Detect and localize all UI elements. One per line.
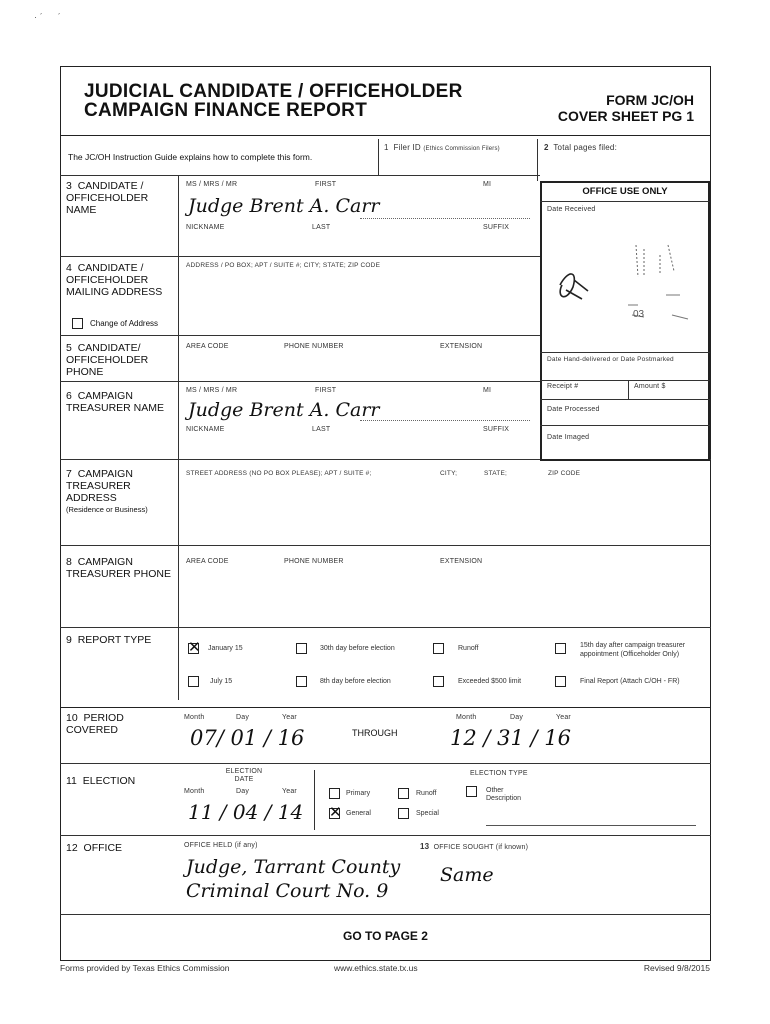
total-pages-label: Total pages filed:	[553, 143, 617, 152]
election-type-option: Primary	[346, 790, 371, 797]
election-date-value[interactable]: 11 / 04 / 14	[188, 800, 304, 824]
election-runoff-checkbox[interactable]	[398, 788, 409, 799]
section-4-label: 4 CANDIDATE / OFFICEHOLDER MAILING ADDRESS	[66, 262, 163, 298]
s8-phone-label: PHONE NUMBER	[284, 558, 344, 565]
section-13-number: 13	[420, 842, 430, 851]
total-pages-number: 2	[544, 143, 549, 152]
treasurer-name-value[interactable]: Judge Brent A. Carr	[188, 399, 380, 421]
s6-mi-label: MI	[483, 387, 492, 394]
s3-last-label: LAST	[312, 224, 331, 231]
report-type-option-label: January 15	[208, 645, 243, 652]
election-type-option: Special	[416, 810, 439, 817]
s6-first-label: FIRST	[315, 387, 337, 394]
report-type-july15-checkbox[interactable]	[188, 676, 199, 687]
office-held-line2[interactable]: Criminal Court No. 9	[186, 880, 389, 902]
election-other-checkbox[interactable]	[466, 786, 477, 797]
s7-sub-label: (Residence or Business)	[66, 505, 148, 514]
s7-city-label: CITY;	[440, 470, 458, 477]
receipt-label: Receipt #	[547, 383, 579, 390]
s10-year-label: Year	[282, 714, 297, 721]
mailing-address-field[interactable]	[186, 274, 531, 329]
treasurer-phone-field[interactable]	[186, 570, 701, 620]
election-type-label: ELECTION TYPE	[470, 770, 528, 777]
s3-suffix-label: SUFFIX	[483, 224, 510, 231]
s3-ms-label: MS / MRS / MR	[186, 181, 238, 188]
election-date-label: ELECTION DATE	[225, 768, 263, 783]
filer-id-note: (Ethics Commission Filers)	[423, 146, 500, 152]
footer-revised: Revised 9/8/2015	[643, 963, 710, 973]
s6-suffix-label: SUFFIX	[483, 426, 510, 433]
date-imaged-label: Date Imaged	[547, 434, 590, 441]
s3-nickname-label: NICKNAME	[186, 224, 225, 231]
go-to-page-2: GO TO PAGE 2	[343, 929, 428, 943]
s10-month-label: Month	[184, 714, 205, 721]
instruction-text: The JC/OH Instruction Guide explains how to complete this form.	[68, 152, 313, 162]
s7-state-label: STATE;	[484, 470, 507, 477]
s6-ms-label: MS / MRS / MR	[186, 387, 238, 394]
election-general-checkbox[interactable]	[329, 808, 340, 819]
s11-month-label: Month	[184, 788, 205, 795]
date-received-label: Date Received	[547, 206, 596, 213]
report-type-option-label: 15th day after campaign treasurer appointment (Officeholder Only)	[580, 642, 686, 658]
section-11-label: 11 ELECTION	[66, 775, 136, 787]
change-of-address-label: Change of Address	[90, 319, 159, 328]
election-type-option: Runoff	[416, 790, 437, 797]
period-from-value[interactable]: 07/ 01 / 16	[190, 726, 305, 750]
section-9-label: 9 REPORT TYPE	[66, 634, 152, 646]
s7-fields-label: STREET ADDRESS (NO PO BOX PLEASE); APT / SUITE #;	[186, 470, 372, 477]
date-processed-label: Date Processed	[547, 406, 600, 413]
s10-year2-label: Year	[556, 714, 571, 721]
election-special-checkbox[interactable]	[398, 808, 409, 819]
section-8-label: 8 CAMPAIGN TREASURER PHONE	[66, 556, 172, 580]
report-type-january15-checkbox[interactable]	[188, 643, 199, 654]
office-sought-value[interactable]: Same	[440, 864, 494, 886]
s5-area-label: AREA CODE	[186, 343, 229, 350]
treasurer-address-field[interactable]	[186, 482, 701, 537]
s4-fields-label: ADDRESS / PO BOX; APT / SUITE #; CITY; STATE; ZIP CODE	[186, 262, 381, 269]
filer-id-field[interactable]	[384, 156, 534, 170]
office-sought-note: (if known)	[495, 844, 529, 851]
election-type-option: Other Description	[486, 787, 522, 802]
form-id: FORM JC/OH	[606, 92, 694, 108]
period-to-value[interactable]: 12 / 31 / 16	[450, 726, 572, 750]
report-type-option-label: Final Report (Attach C/OH - FR)	[580, 678, 680, 685]
filer-id-label: Filer ID	[393, 143, 421, 152]
report-type-option-label: 8th day before election	[320, 678, 391, 685]
s11-year-label: Year	[282, 788, 297, 795]
form-title-line2: CAMPAIGN FINANCE REPORT	[84, 100, 368, 121]
election-type-option: General	[346, 810, 371, 817]
date-hand-delivered-label: Date Hand-delivered or Date Postmarked	[547, 356, 674, 363]
received-stamp-marks	[548, 225, 708, 350]
s7-zip-label: ZIP CODE	[548, 470, 581, 477]
report-type-option-label: July 15	[210, 678, 233, 685]
section-3-label: 3 CANDIDATE / OFFICEHOLDER NAME	[66, 180, 149, 216]
report-type-option-label: Runoff	[458, 645, 479, 652]
section-12-label: 12 OFFICE	[66, 842, 123, 854]
s3-first-label: FIRST	[315, 181, 337, 188]
amount-label: Amount $	[634, 383, 666, 390]
office-sought-label: OFFICE SOUGHT	[433, 844, 494, 851]
section-7-label: 7 CAMPAIGN TREASURER ADDRESS	[66, 468, 133, 504]
footer-url[interactable]: www.ethics.state.tx.us	[334, 963, 418, 973]
report-type-final-checkbox[interactable]	[555, 676, 566, 687]
s10-day2-label: Day	[510, 714, 524, 721]
office-use-title: OFFICE USE ONLY	[582, 186, 668, 197]
total-pages-field[interactable]	[544, 156, 704, 176]
s6-last-label: LAST	[312, 426, 331, 433]
form-page: COVER SHEET PG 1	[557, 108, 694, 124]
report-type-option-label: Exceeded $500 limit	[458, 678, 522, 685]
report-type-8th-day-checkbox[interactable]	[296, 676, 307, 687]
s3-mi-label: MI	[483, 181, 492, 188]
report-type-option-label: 30th day before election	[320, 645, 395, 652]
s11-day-label: Day	[236, 788, 250, 795]
change-of-address-checkbox[interactable]	[72, 318, 83, 329]
s8-area-label: AREA CODE	[186, 558, 229, 565]
footer-left: Forms provided by Texas Ethics Commission	[60, 963, 230, 973]
office-held-line1[interactable]: Judge, Tarrant County	[186, 856, 401, 878]
filer-id-number: 1	[384, 143, 389, 152]
through-label: THROUGH	[352, 728, 398, 738]
s6-nickname-label: NICKNAME	[186, 426, 225, 433]
stray-marks: · ˊ ˊ	[34, 12, 61, 22]
svg-text:03: 03	[633, 309, 645, 320]
candidate-name-value[interactable]: Judge Brent A. Carr	[188, 195, 380, 217]
section-6-label: 6 CAMPAIGN TREASURER NAME	[66, 390, 165, 414]
s10-day-label: Day	[236, 714, 250, 721]
s8-ext-label: EXTENSION	[440, 558, 483, 565]
s10-month2-label: Month	[456, 714, 477, 721]
s5-ext-label: EXTENSION	[440, 343, 483, 350]
office-held-label: OFFICE HELD (if any)	[184, 842, 258, 849]
section-5-label: 5 CANDIDATE/ OFFICEHOLDER PHONE	[66, 342, 149, 378]
section-10-label: 10 PERIOD COVERED	[66, 712, 124, 736]
election-primary-checkbox[interactable]	[329, 788, 340, 799]
form-title-line1: JUDICIAL CANDIDATE / OFFICEHOLDER	[84, 81, 463, 102]
report-type-runoff-checkbox[interactable]	[433, 643, 444, 654]
report-type-exceeded-checkbox[interactable]	[433, 676, 444, 687]
report-type-30th-day-checkbox[interactable]	[296, 643, 307, 654]
s5-phone-label: PHONE NUMBER	[284, 343, 344, 350]
report-type-15th-day-checkbox[interactable]	[555, 643, 566, 654]
